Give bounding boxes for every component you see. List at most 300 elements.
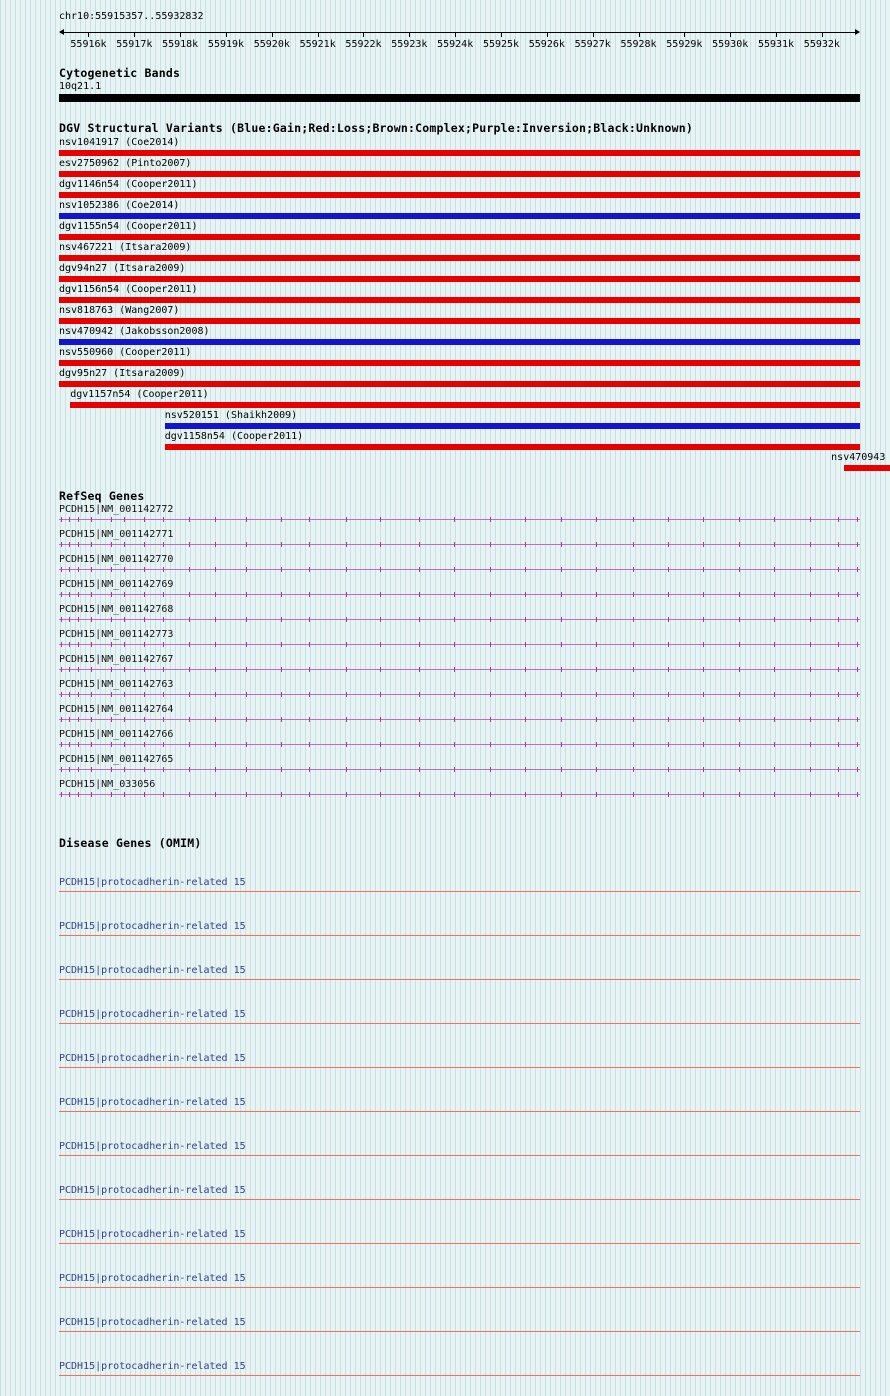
refseq-exon-tick [144,767,145,772]
refseq-exon-tick [144,692,145,697]
refseq-exon-tick [774,717,775,722]
ruler-tick-mark [501,33,502,37]
refseq-exon-tick [857,567,858,572]
refseq-exon-tick [281,567,282,572]
refseq-exon-tick [163,517,164,522]
omim-gene-label: PCDH15|protocadherin-related 15 [59,1009,246,1020]
refseq-exon-tick [380,767,381,772]
refseq-exon-tick [596,617,597,622]
refseq-exon-tick [111,542,112,547]
dgv-variant-row[interactable] [59,409,860,430]
refseq-exon-tick [215,617,216,622]
refseq-gene-row[interactable] [59,753,860,778]
refseq-exon-tick [454,667,455,672]
refseq-exon-tick [561,642,562,647]
omim-gene-label: PCDH15|protocadherin-related 15 [59,1053,246,1064]
refseq-exon-tick [739,692,740,697]
refseq-exon-tick [111,792,112,797]
refseq-exon-tick [525,767,526,772]
dgv-variant-label: nsv520151 (Shaikh2009) [164,410,298,421]
refseq-exon-tick [668,792,669,797]
omim-gene-line [59,891,860,892]
refseq-gene-row[interactable] [59,653,860,678]
refseq-exon-tick [246,692,247,697]
refseq-exon-tick [857,692,858,697]
refseq-exon-tick [774,542,775,547]
refseq-exon-tick [246,717,247,722]
refseq-exon-tick [246,642,247,647]
refseq-exon-tick [78,767,79,772]
refseq-exon-tick [189,692,190,697]
refseq-exon-tick [215,792,216,797]
refseq-exon-tick [78,517,79,522]
refseq-exon-tick [69,792,70,797]
refseq-exon-tick [490,567,491,572]
omim-gene-label: PCDH15|protocadherin-related 15 [59,1097,246,1108]
refseq-exon-tick [61,567,62,572]
refseq-exon-tick [454,567,455,572]
refseq-gene-row[interactable] [59,678,860,703]
refseq-exon-tick [281,617,282,622]
dgv-variant-row[interactable] [59,430,860,451]
refseq-exon-tick [144,642,145,647]
refseq-gene-row[interactable] [59,578,860,603]
refseq-gene-label: PCDH15|NM_001142770 [59,554,174,565]
refseq-exon-tick [163,742,164,747]
refseq-exon-tick [91,542,92,547]
dgv-variant-row[interactable] [59,367,860,388]
refseq-exon-tick [525,642,526,647]
refseq-exon-tick [633,642,634,647]
refseq-exon-tick [739,742,740,747]
refseq-exon-tick [215,592,216,597]
dgv-variant-label: nsv818763 (Wang2007) [59,305,180,316]
refseq-exon-tick [78,742,79,747]
refseq-exon-tick [69,692,70,697]
refseq-exon-tick [78,667,79,672]
dgv-variant-row[interactable] [59,262,860,283]
ruler-tick-label: 55918k [162,39,199,50]
refseq-exon-tick [774,617,775,622]
refseq-gene-row[interactable] [59,528,860,553]
ruler-tick-mark [776,33,777,37]
dgv-variant-bar [59,297,860,303]
refseq-exon-tick [69,517,70,522]
refseq-exon-tick [91,767,92,772]
dgv-variant-label: nsv1052386 (Coe2014) [59,200,180,211]
refseq-exon-tick [215,717,216,722]
refseq-exon-tick [810,717,811,722]
refseq-exon-tick [78,717,79,722]
ruler-tick-mark [318,33,319,37]
refseq-exon-tick [144,517,145,522]
refseq-exon-tick [810,792,811,797]
refseq-exon-tick [189,717,190,722]
ruler-tick-mark [363,33,364,37]
refseq-gene-line [59,744,860,745]
refseq-exon-tick [189,667,190,672]
omim-gene-label: PCDH15|protocadherin-related 15 [59,1229,246,1240]
refseq-exon-tick [774,517,775,522]
refseq-exon-tick [309,592,310,597]
refseq-exon-tick [633,667,634,672]
refseq-exon-tick [668,767,669,772]
refseq-exon-tick [61,717,62,722]
refseq-exon-tick [633,567,634,572]
refseq-exon-tick [525,692,526,697]
refseq-gene-line [59,619,860,620]
refseq-gene-row[interactable] [59,553,860,578]
refseq-exon-tick [774,767,775,772]
refseq-exon-tick [124,667,125,672]
refseq-exon-tick [163,767,164,772]
refseq-exon-tick [633,692,634,697]
refseq-exon-tick [419,767,420,772]
refseq-exon-tick [838,592,839,597]
dgv-variant-bar [59,276,860,282]
refseq-gene-row[interactable] [59,728,860,753]
ruler-tick-label: 55923k [391,39,428,50]
refseq-exon-tick [490,767,491,772]
refseq-exon-tick [810,517,811,522]
refseq-exon-tick [144,542,145,547]
refseq-exon-tick [78,617,79,622]
refseq-gene-row[interactable] [59,703,860,728]
omim-gene-row[interactable] [59,1228,860,1272]
refseq-title: RefSeq Genes [59,489,145,503]
refseq-exon-tick [857,767,858,772]
refseq-gene-line [59,769,860,770]
ruler-tick-mark [88,33,89,37]
refseq-exon-tick [703,542,704,547]
refseq-exon-tick [61,667,62,672]
refseq-gene-line [59,544,860,545]
ruler-tick-mark [684,33,685,37]
refseq-exon-tick [668,617,669,622]
refseq-exon-tick [215,567,216,572]
refseq-exon-tick [246,792,247,797]
refseq-exon-tick [419,642,420,647]
refseq-exon-tick [561,592,562,597]
refseq-exon-tick [419,517,420,522]
refseq-exon-tick [668,667,669,672]
omim-gene-label: PCDH15|protocadherin-related 15 [59,1273,246,1284]
refseq-exon-tick [163,642,164,647]
refseq-exon-tick [124,717,125,722]
refseq-exon-tick [124,542,125,547]
refseq-exon-tick [454,717,455,722]
ruler-tick-label: 55928k [620,39,657,50]
refseq-exon-tick [838,617,839,622]
refseq-exon-tick [596,567,597,572]
refseq-section [59,489,890,803]
omim-gene-label: PCDH15|protocadherin-related 15 [59,1141,246,1152]
omim-gene-row[interactable] [59,964,860,1008]
refseq-exon-tick [144,617,145,622]
refseq-exon-tick [346,792,347,797]
refseq-exon-tick [163,567,164,572]
omim-gene-row[interactable] [59,1052,860,1096]
omim-section [59,836,890,1396]
refseq-exon-tick [69,617,70,622]
omim-gene-row[interactable] [59,920,860,964]
dgv-variant-row[interactable] [59,304,860,325]
refseq-exon-tick [309,767,310,772]
refseq-exon-tick [561,792,562,797]
refseq-exon-tick [703,567,704,572]
refseq-gene-line [59,794,860,795]
refseq-exon-tick [703,767,704,772]
refseq-exon-tick [857,717,858,722]
refseq-exon-tick [380,717,381,722]
refseq-exon-tick [857,517,858,522]
refseq-exon-tick [78,592,79,597]
refseq-exon-tick [561,517,562,522]
refseq-exon-tick [703,742,704,747]
refseq-gene-row[interactable] [59,778,860,803]
dgv-rows [59,136,886,472]
refseq-exon-tick [215,667,216,672]
refseq-exon-tick [857,642,858,647]
refseq-exon-tick [61,767,62,772]
refseq-gene-row[interactable] [59,603,860,628]
refseq-exon-tick [144,667,145,672]
refseq-exon-tick [346,567,347,572]
ruler-tick-label: 55930k [712,39,749,50]
omim-gene-line [59,1023,860,1024]
dgv-variant-row[interactable] [59,136,860,157]
refseq-exon-tick [419,692,420,697]
refseq-exon-tick [111,517,112,522]
dgv-variant-label: nsv1041917 (Coe2014) [59,137,180,148]
refseq-exon-tick [633,767,634,772]
refseq-exon-tick [91,567,92,572]
refseq-exon-tick [525,667,526,672]
dgv-variant-row[interactable] [59,241,860,262]
ruler-tick-label: 55921k [299,39,336,50]
refseq-exon-tick [739,717,740,722]
refseq-exon-tick [163,617,164,622]
refseq-exon-tick [215,542,216,547]
ruler-tick-mark [547,33,548,37]
refseq-exon-tick [111,717,112,722]
refseq-exon-tick [857,667,858,672]
omim-gene-line [59,1287,860,1288]
refseq-exon-tick [596,667,597,672]
refseq-exon-tick [78,692,79,697]
omim-gene-line [59,935,860,936]
refseq-exon-tick [490,792,491,797]
dgv-variant-label: dgv1155n54 (Cooper2011) [59,221,198,232]
refseq-exon-tick [525,742,526,747]
refseq-exon-tick [633,617,634,622]
ruler-tick-mark [730,33,731,37]
refseq-exon-tick [111,742,112,747]
omim-gene-row[interactable] [59,1140,860,1184]
ruler-tick-label: 55926k [528,39,565,50]
omim-gene-row[interactable] [59,1008,860,1052]
refseq-exon-tick [810,692,811,697]
omim-gene-label: PCDH15|protocadherin-related 15 [59,921,246,932]
refseq-exon-tick [215,742,216,747]
refseq-gene-line [59,669,860,670]
refseq-exon-tick [857,742,858,747]
refseq-exon-tick [346,767,347,772]
dgv-variant-bar [165,423,860,429]
dgv-variant-label: dgv1157n54 (Cooper2011) [70,389,209,400]
refseq-exon-tick [281,692,282,697]
refseq-exon-tick [281,792,282,797]
ruler-tick-label: 55919k [207,39,245,50]
dgv-variant-row[interactable] [59,157,860,178]
refseq-exon-tick [346,742,347,747]
refseq-exon-tick [69,767,70,772]
dgv-variant-row[interactable] [59,325,860,346]
omim-gene-row[interactable] [59,1272,860,1316]
dgv-variant-label: nsv470942 (Jakobsson2008) [59,326,210,337]
refseq-exon-tick [124,617,125,622]
ruler-tick-label: 55929k [666,39,703,50]
refseq-exon-tick [668,642,669,647]
refseq-exon-tick [111,692,112,697]
refseq-exon-tick [380,617,381,622]
refseq-exon-tick [380,592,381,597]
omim-gene-row[interactable] [59,876,860,920]
refseq-exon-tick [633,792,634,797]
refseq-exon-tick [525,517,526,522]
refseq-exon-tick [309,642,310,647]
refseq-exon-tick [246,767,247,772]
refseq-exon-tick [419,667,420,672]
refseq-exon-tick [78,792,79,797]
refseq-exon-tick [281,767,282,772]
refseq-exon-tick [246,542,247,547]
dgv-variant-label: dgv94n27 (Itsara2009) [59,263,186,274]
refseq-exon-tick [419,617,420,622]
refseq-exon-tick [309,792,310,797]
refseq-exon-tick [189,742,190,747]
refseq-exon-tick [774,667,775,672]
refseq-exon-tick [739,767,740,772]
omim-gene-line [59,1111,860,1112]
dgv-variant-bar [59,234,860,240]
refseq-exon-tick [838,767,839,772]
refseq-exon-tick [346,592,347,597]
refseq-exon-tick [69,567,70,572]
refseq-exon-tick [78,567,79,572]
dgv-variant-label: dgv1158n54 (Cooper2011) [164,431,304,442]
refseq-exon-tick [596,792,597,797]
omim-gene-row[interactable] [59,1316,860,1360]
dgv-variant-label: nsv470943 [831,452,886,463]
refseq-exon-tick [61,692,62,697]
refseq-exon-tick [111,642,112,647]
refseq-exon-tick [633,517,634,522]
refseq-exon-tick [215,642,216,647]
ruler-tick-mark [593,33,594,37]
refseq-exon-tick [69,592,70,597]
omim-gene-label: PCDH15|protocadherin-related 15 [59,1317,246,1328]
dgv-variant-bar [59,255,860,261]
refseq-exon-tick [810,617,811,622]
refseq-exon-tick [561,742,562,747]
refseq-exon-tick [703,592,704,597]
dgv-variant-row[interactable] [59,451,886,472]
refseq-exon-tick [246,592,247,597]
dgv-variant-row[interactable] [59,199,860,220]
dgv-variant-label: esv2750962 (Pinto2007) [59,158,192,169]
ruler-tick-mark [226,33,227,37]
refseq-exon-tick [69,642,70,647]
omim-rows [59,876,860,1396]
omim-gene-line [59,979,860,980]
refseq-exon-tick [490,517,491,522]
refseq-exon-tick [281,517,282,522]
refseq-gene-label: PCDH15|NM_001142763 [59,679,174,690]
refseq-exon-tick [739,567,740,572]
refseq-exon-tick [111,567,112,572]
refseq-exon-tick [810,742,811,747]
dgv-variant-row[interactable] [59,178,860,199]
dgv-variant-row[interactable] [59,346,860,367]
refseq-exon-tick [810,667,811,672]
dgv-variant-bar [59,150,860,156]
refseq-exon-tick [69,717,70,722]
cytoband-bar[interactable] [59,94,860,102]
refseq-exon-tick [309,667,310,672]
refseq-exon-tick [61,517,62,522]
refseq-exon-tick [490,617,491,622]
refseq-exon-tick [346,692,347,697]
refseq-exon-tick [774,567,775,572]
refseq-exon-tick [525,567,526,572]
refseq-exon-tick [419,717,420,722]
refseq-exon-tick [189,567,190,572]
refseq-exon-tick [163,792,164,797]
refseq-exon-tick [309,542,310,547]
refseq-gene-label: PCDH15|NM_001142765 [59,754,174,765]
refseq-exon-tick [668,567,669,572]
refseq-exon-tick [774,692,775,697]
refseq-exon-tick [189,617,190,622]
omim-gene-row[interactable] [59,1360,860,1396]
refseq-exon-tick [490,692,491,697]
refseq-gene-row[interactable] [59,503,860,528]
dgv-variant-row[interactable] [59,388,860,409]
refseq-exon-tick [124,767,125,772]
refseq-gene-label: PCDH15|NM_001142769 [59,579,174,590]
refseq-exon-tick [838,792,839,797]
dgv-title: DGV Structural Variants (Blue:Gain;Red:Loss;Brown:Complex;Purple:Inversion;Black:Unknown) [59,121,693,135]
refseq-exon-tick [668,717,669,722]
omim-gene-row[interactable] [59,1184,860,1228]
dgv-variant-row[interactable] [59,220,860,241]
refseq-gene-row[interactable] [59,628,860,653]
refseq-exon-tick [380,792,381,797]
omim-gene-line [59,1243,860,1244]
dgv-variant-label: dgv1146n54 (Cooper2011) [59,179,198,190]
refseq-gene-label: PCDH15|NM_001142771 [59,529,174,540]
ruler-tick-mark [272,33,273,37]
dgv-variant-row[interactable] [59,283,860,304]
dgv-variant-bar [59,360,860,366]
refseq-exon-tick [596,592,597,597]
omim-gene-row[interactable] [59,1096,860,1140]
refseq-exon-tick [61,592,62,597]
refseq-exon-tick [91,717,92,722]
refseq-gene-label: PCDH15|NM_001142767 [59,654,174,665]
refseq-exon-tick [596,742,597,747]
